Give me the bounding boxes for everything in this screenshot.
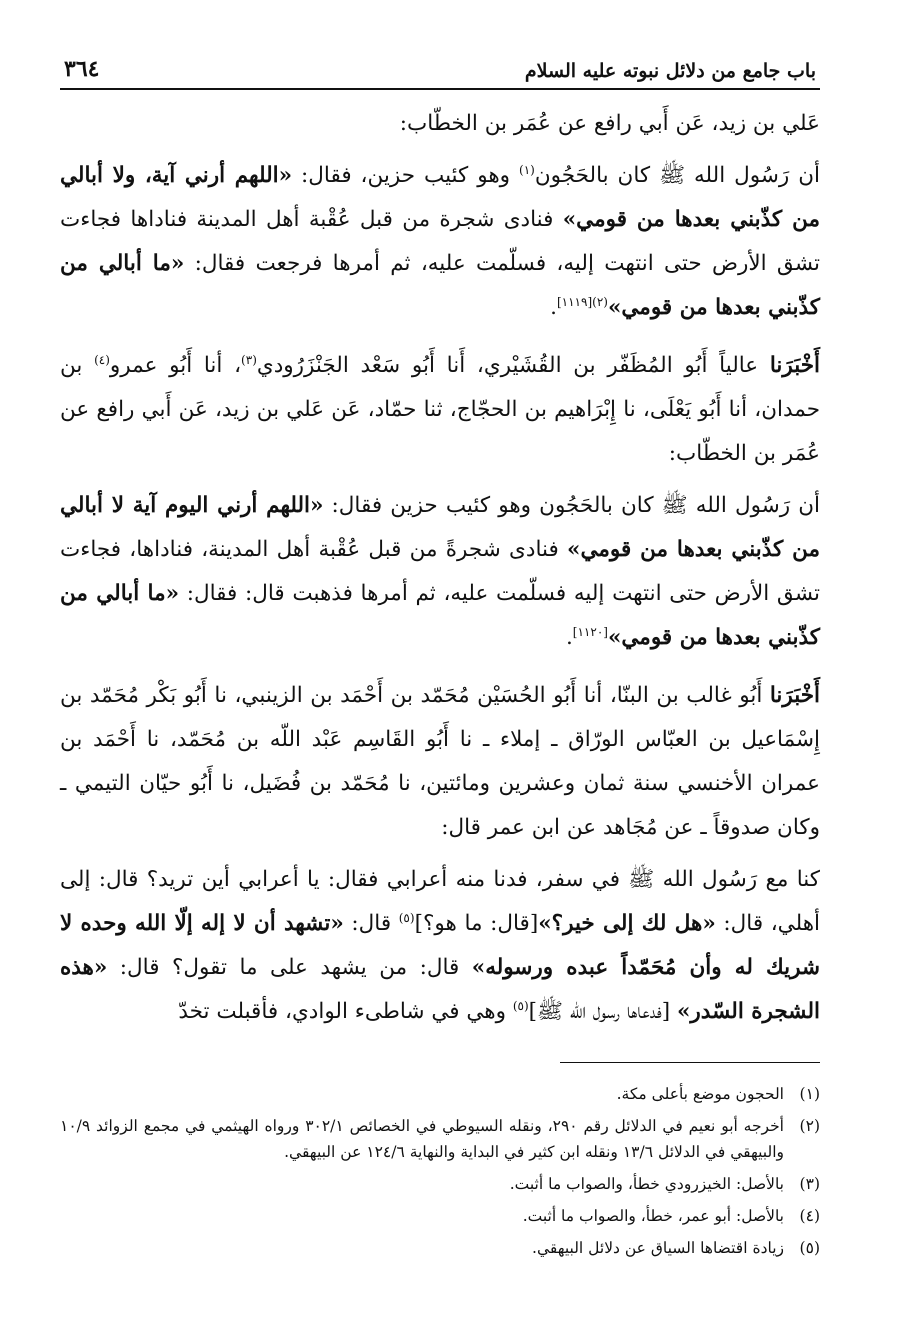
hadith-quote: «اللهم أرني آية، ولا أبالي من كذّبني بعدها من قومي» — [60, 163, 820, 232]
paragraph-5 — [60, 674, 820, 850]
hadith-quote: «ما أبالي من كذّبني بعدها من قومي» — [60, 251, 820, 320]
text-span: فنادى شجرة من قبل عُقْبة أهل المدينة فناداها فجاءت تشق الأرض حتى انتهت إليه، فسلّمت عليه، ثم أمرها فرجعت فقال: — [60, 207, 820, 276]
footnote-ref: (١) — [519, 162, 535, 177]
footnote-ref: (٥) — [512, 998, 529, 1013]
text-span: قال: — [343, 911, 399, 936]
paragraph-3 — [60, 344, 820, 476]
footnote-number: (٥) — [799, 1239, 820, 1257]
hadith-quote: «هذه الشجرة السّدر» — [60, 955, 820, 1024]
footnote-item — [60, 1203, 820, 1229]
footnote-ref: (٥) — [398, 910, 415, 925]
footnote-text: الحجون موضع بأعلى مكة. — [616, 1085, 784, 1103]
hadith-quote: «ما أبالي من كذّبني بعدها من قومي» — [60, 581, 820, 650]
text-span: . — [565, 625, 573, 650]
text-span: أن رَسُول الله ﷺ كان بالحَجُون — [534, 163, 821, 188]
footnote-item — [60, 1235, 820, 1261]
hadith-quote: «هل لك إلى خير؟» — [538, 911, 716, 936]
footnote-item — [60, 1113, 820, 1165]
page-header — [60, 56, 820, 90]
hadith-quote: «تشهد أن لا إله إلّا الله وحده لا شريك له وأن مُحَمّداً عبده ورسوله» — [60, 911, 820, 980]
footnote-text: زيادة اقتضاها السياق عن دلائل البيهقي. — [532, 1239, 784, 1257]
text-span: [قال: ما هو؟] — [414, 911, 539, 936]
text-span: أن رَسُول الله ﷺ كان بالحَجُون وهو كئيب حزين فقال: — [323, 493, 820, 518]
paragraph-4 — [60, 484, 820, 660]
text-span: وهي في شاطىء الوادي، فأقبلت تخدّ — [178, 999, 513, 1024]
footnote-number: (٢) — [799, 1117, 820, 1135]
hadith-quote: «اللهم أرني اليوم آية لا أبالي من كذّبني بعدها من قومي» — [60, 493, 820, 562]
footnote-ref: (٢)[١١١٩] — [556, 294, 608, 309]
paragraph-2 — [60, 154, 820, 330]
isnad-start: أَخْبَرَنا — [769, 353, 820, 378]
text-span: . — [550, 295, 557, 320]
footnote-text: بالأصل: أبو عمر، خطأ، والصواب ما أثبت. — [522, 1207, 784, 1225]
footnote-item — [60, 1171, 820, 1197]
text-span: أَبُو غالب بن البنّا، أنا أَبُو الحُسَيْن مُحَمّد بن أَحْمَد بن الزينبي، نا أَبُو بَكْر مُحَمّد بن إِسْمَاعيل بن العبّاس الورّاق ـ إملاء ـ نا أَبُو القَاسِم عَبْد اللّه بن مُحَمّد، نا أَحْمَد بن عمران الأخنسي سنة ثمان وعشرين ومائتين، نا مُحَمّد بن فُضَيل، نا أَبُو حيّان التيمي ـ وكان صدوقاً ـ عن مُجَاهد عن ابن عمر قال: — [60, 683, 820, 840]
isnad-start: أَخْبَرَنا — [769, 683, 820, 708]
footnote-ref: [١١٢٠] — [572, 624, 608, 639]
paragraph-1 — [60, 102, 820, 146]
footnote-item — [60, 1081, 820, 1107]
footnotes — [60, 1081, 820, 1261]
text-span: [فدعاها رسول الله ﷺ] — [528, 999, 677, 1024]
text-span: ، أنا أَبُو عمرو — [109, 353, 242, 378]
footnote-text: أخرجه أبو نعيم في الدلائل رقم ٢٩٠، ونقله السيوطي في الخصائص ٣٠٢/١ ورواه الهيثمي في مجمع الزوائد ١٠/٩ والبيهقي في الدلائل ١٣/٦ ونقله ابن كثير في البداية والنهاية ١٢٤/٦ عن البيهقي. — [60, 1117, 784, 1161]
text-span: قال: من يشهد على ما تقول؟ قال: — [107, 955, 472, 980]
paragraph-6 — [60, 858, 820, 1034]
footnote-text: بالأصل: الخيزرودي خطأ، والصواب ما أثبت. — [509, 1175, 784, 1193]
text-span: عَلي بن زيد، عَن أَبي رافع عن عُمَر بن الخطّاب: — [399, 111, 820, 136]
page-number: ٣٦٤ — [64, 56, 100, 82]
footnote-ref: (٤) — [94, 352, 110, 367]
main-text — [60, 102, 820, 1034]
footnote-ref: (٣) — [241, 352, 257, 367]
footnote-number: (٣) — [799, 1175, 820, 1193]
book-page — [60, 56, 820, 1306]
footnote-divider — [560, 1062, 820, 1063]
text-span: بن حمدان، أنا أَبُو يَعْلَى، نا إِبْرَاهيم بن الحجّاج، ثنا حمّاد، عَن عَلي بن زيد، عَن أَبي رافع عن عُمَر بن الخطّاب: — [60, 353, 820, 466]
text-span: كنا مع رَسُول الله ﷺ في سفر، فدنا منه أعرابي فقال: يا أعرابي أين تريد؟ قال: إلى أهلي، قال: — [60, 867, 821, 936]
running-title: باب جامع من دلائل نبوته عليه السلام — [524, 60, 816, 82]
footnote-number: (١) — [799, 1085, 820, 1103]
text-span: عالياً أَبُو المُظَفّر بن القُشَيْري، أَنا أَبُو سَعْد الجَنْزَرُودي — [256, 353, 770, 378]
text-span: فنادى شجرةً من قبل عُقْبة أهل المدينة، فناداها، فجاءت تشق الأرض حتى انتهت إليه فسلّمت عليه، ثم أمرها فذهبت قال: فقال: — [60, 537, 820, 606]
text-span: وهو كئيب حزين، فقال: — [292, 163, 520, 188]
footnote-number: (٤) — [799, 1207, 820, 1225]
